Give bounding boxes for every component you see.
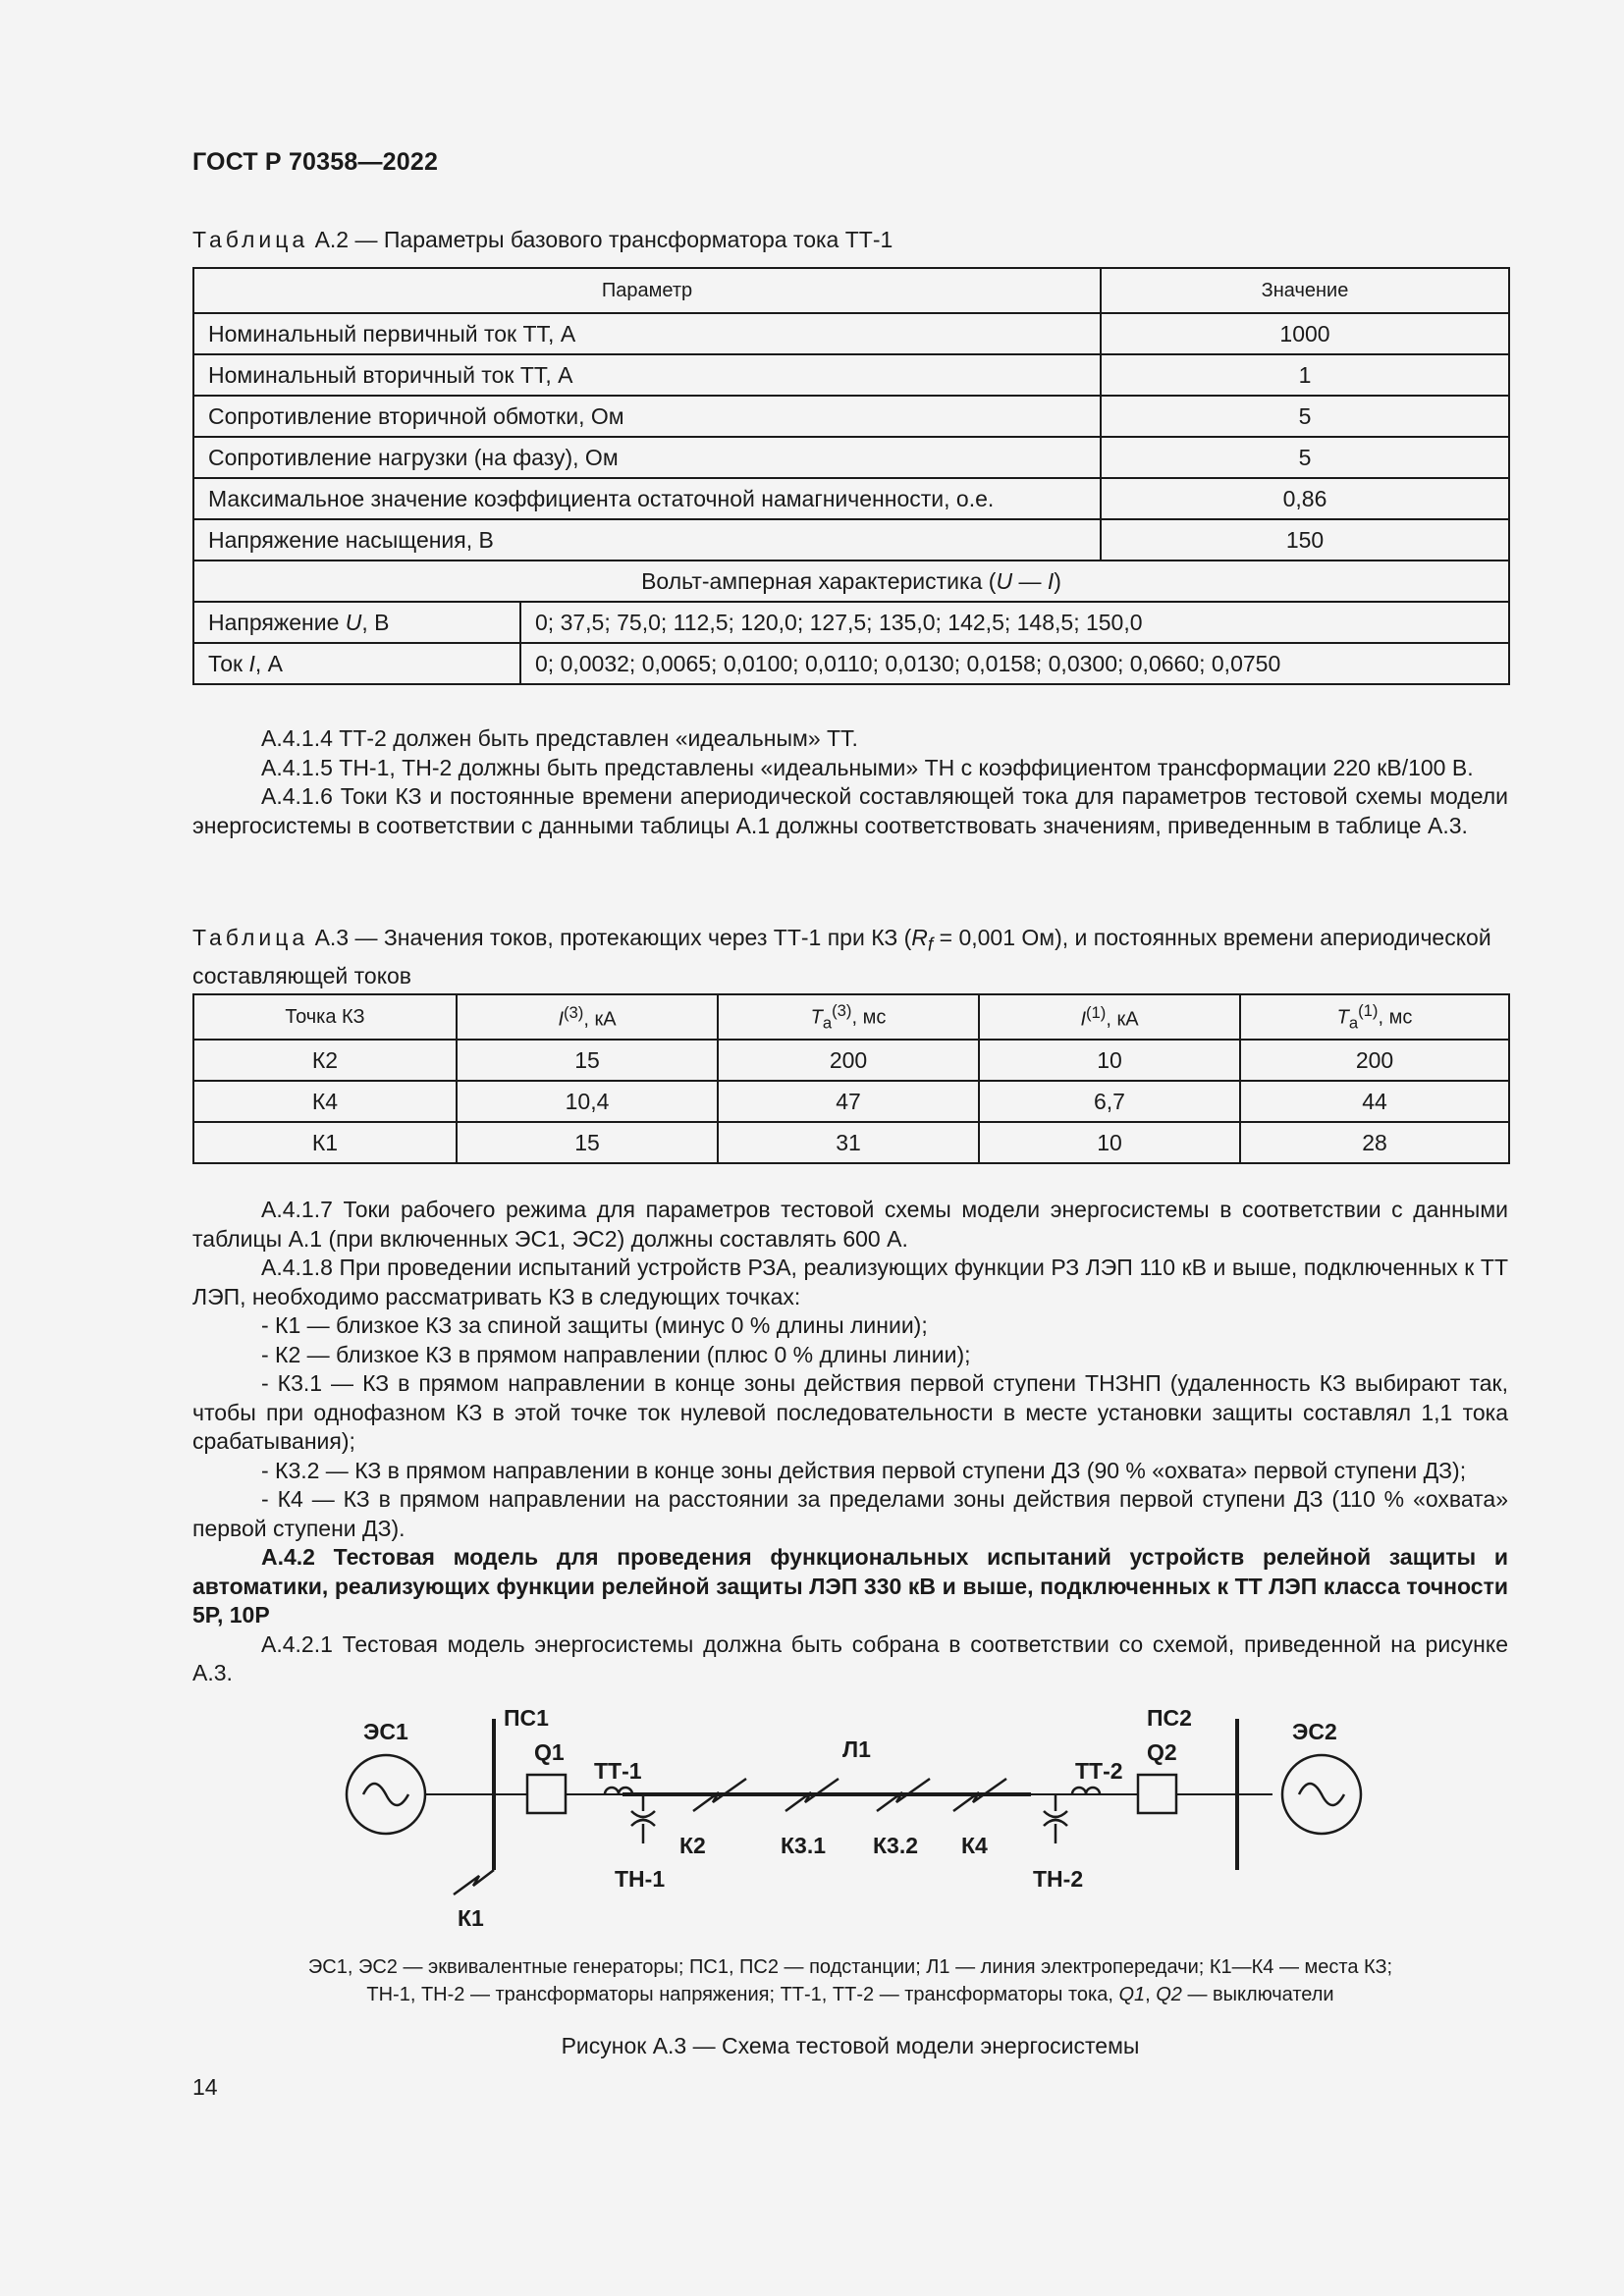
list-item: - К2 — близкое КЗ в прямом направлении (плюс 0 % длины линии);: [261, 1341, 971, 1367]
list-item: - К3.2 — КЗ в прямом направлении в конце зоны действия первой ступени ДЗ (90 % «охвата» первой ступени ДЗ);: [261, 1457, 1467, 1483]
label-k32: К3.2: [873, 1833, 919, 1858]
caption-r-sub: f: [927, 934, 934, 956]
label-k4: К4: [961, 1833, 988, 1858]
t3-sub: a: [822, 1013, 833, 1033]
fault-marker-k1: [454, 1870, 494, 1895]
caption-r: R: [911, 925, 928, 950]
table-a2-caption-text: А.2 — Параметры базового трансформатора тока ТТ-1: [308, 227, 893, 252]
document-header: ГОСТ Р 70358—2022: [192, 148, 439, 176]
i1-var: I: [1080, 1008, 1086, 1031]
t1-sub: a: [1348, 1013, 1359, 1033]
label-es2: ЭС2: [1292, 1719, 1337, 1744]
param-cell: Номинальный первичный ток ТТ, А: [193, 313, 1101, 354]
vac-dash: —: [1012, 567, 1048, 594]
current-transformer-tt2: [1072, 1788, 1100, 1794]
section-heading: А.4.2 Тестовая модель для проведения функциональных испытаний устройств релейной защиты и автоматики, реализующих функции релейной защиты ЛЭП 330 кВ и выше, подключенных к ТТ ЛЭП класса точности 5Р, 10Р: [192, 1544, 1508, 1628]
param-cell: Сопротивление нагрузки (на фазу), Ом: [193, 437, 1101, 478]
value-cell: 1: [1101, 354, 1509, 396]
list-item: - К4 — КЗ в прямом направлении на расстоянии за пределами зоны действия первой ступени ДЗ (110 % «охвата» первой ступени ДЗ).: [192, 1486, 1508, 1541]
caption-text-end: = 0,001 Ом), и постоянных времени апериодической составляющей токов: [192, 925, 1491, 988]
value-cell: 5: [1101, 437, 1509, 478]
value-cell: 150: [1101, 519, 1509, 561]
cell-i3: 15: [457, 1040, 718, 1081]
breaker-q2: [1138, 1775, 1176, 1813]
param-cell: Сопротивление вторичной обмотки, Ом: [193, 396, 1101, 437]
legend-text-end: — выключатели: [1181, 1984, 1334, 2005]
label-tn1: ТН-1: [615, 1866, 666, 1892]
cell-t1: 44: [1240, 1081, 1509, 1122]
legend-line: [192, 1981, 1508, 2008]
i-var: I: [248, 650, 255, 676]
vac-u: U: [996, 567, 1013, 594]
sine-icon: [363, 1784, 408, 1805]
label-q1: Q1: [534, 1739, 565, 1765]
sine-icon: [1299, 1784, 1344, 1805]
label-k2: К2: [679, 1833, 706, 1858]
legend-q2: Q2: [1156, 1984, 1182, 2005]
vac-i: I: [1047, 567, 1055, 594]
cell-t3: 31: [718, 1122, 979, 1163]
table-a2-caption-prefix: Таблица: [192, 227, 309, 252]
cell-t3: 200: [718, 1040, 979, 1081]
u-label: Напряжение: [208, 609, 346, 635]
value-cell: 1000: [1101, 313, 1509, 354]
label-tt1: ТТ-1: [594, 1758, 642, 1784]
cell-i1: 10: [979, 1122, 1240, 1163]
cell-t1: 200: [1240, 1040, 1509, 1081]
vac-text: Вольт-амперная характеристика (: [641, 567, 997, 594]
i1-unit: , кА: [1106, 1008, 1139, 1031]
legend-text: ТН-1, ТН-2 — трансформаторы напряжения; ТТ-1, ТТ-2 — трансформаторы тока,: [366, 1984, 1119, 2005]
i1-sup: (1): [1086, 1002, 1107, 1022]
cell-i1: 6,7: [979, 1081, 1240, 1122]
label-tn2: ТН-2: [1033, 1866, 1084, 1892]
header-cell-point: Точка КЗ: [193, 994, 457, 1040]
label-k31: К3.1: [781, 1833, 827, 1858]
param-cell: Максимальное значение коэффициента остаточной намагниченности, о.е.: [193, 478, 1101, 519]
i-unit: , А: [254, 650, 284, 676]
cell-i3: 10,4: [457, 1081, 718, 1122]
i3-sup: (3): [564, 1002, 584, 1022]
label-ps1: ПС1: [504, 1705, 549, 1731]
vac-close: ): [1054, 567, 1061, 594]
header-cell-value: Значение: [1101, 268, 1509, 313]
paragraph: А.4.1.4 ТТ-2 должен быть представлен «идеальным» ТТ.: [261, 725, 858, 751]
t3-sup: (3): [832, 1000, 852, 1020]
cell-t1: 28: [1240, 1122, 1509, 1163]
i3-var: I: [558, 1008, 564, 1031]
param-cell: Напряжение насыщения, В: [193, 519, 1101, 561]
paragraph: А.4.1.6 Токи КЗ и постоянные времени апериодической составляющей тока для параметров тестовой схемы модели энергосистемы в соответствии с данными таблицы А.1 должны соответствовать значениям, приведенным в таблице А.3.: [192, 783, 1508, 838]
voltage-values-cell: 0; 37,5; 75,0; 112,5; 120,0; 127,5; 135,0; 142,5; 148,5; 150,0: [520, 602, 1509, 643]
t1-unit: , мс: [1378, 1006, 1413, 1029]
t1-var: T: [1336, 1006, 1349, 1029]
t1-sup: (1): [1358, 1000, 1379, 1020]
label-tt2: ТТ-2: [1075, 1758, 1123, 1784]
paragraph: А.4.1.5 ТН-1, ТН-2 должны быть представлены «идеальными» ТН с коэффициентом трансформации 220 кВ/100 В.: [261, 754, 1474, 780]
header-cell-parameter: Параметр: [193, 268, 1101, 313]
cell-i3: 15: [457, 1122, 718, 1163]
cell-point: К2: [193, 1040, 457, 1081]
label-k1: К1: [458, 1905, 484, 1931]
cell-point: К1: [193, 1122, 457, 1163]
param-cell: Номинальный вторичный ток ТТ, А: [193, 354, 1101, 396]
figure-legend: [192, 1953, 1508, 2008]
table-a3-caption-prefix: Таблица: [192, 925, 309, 950]
figure-caption: Рисунок А.3 — Схема тестовой модели энергосистемы: [561, 2033, 1140, 2058]
paragraph: А.4.2.1 Тестовая модель энергосистемы должна быть собрана в соответствии со схемой, приведенной на рисунке А.3.: [192, 1630, 1508, 1685]
legend-q1: Q1: [1118, 1984, 1146, 2005]
label-es1: ЭС1: [363, 1719, 408, 1744]
label-l1: Л1: [842, 1736, 871, 1762]
page-number: 14: [192, 2074, 218, 2100]
voltage-transformer-tn1: [631, 1794, 655, 1843]
breaker-q1: [527, 1775, 566, 1813]
paragraph: А.4.1.7 Токи рабочего режима для параметров тестовой схемы модели энергосистемы в соответствии с данными таблицы А.1 (при включенных ЭС1, ЭС2) должны составлять 600 А.: [192, 1197, 1508, 1252]
diagram-labels: [363, 1705, 1337, 1931]
list-item: - К1 — близкое КЗ за спиной защиты (минус 0 % длины линии);: [261, 1312, 928, 1338]
u-unit: , В: [361, 609, 390, 635]
t3-unit: , мс: [851, 1006, 887, 1029]
paragraph: А.4.1.8 При проведении испытаний устройств РЗА, реализующих функции РЗ ЛЭП 110 кВ и выше, подключенных к ТТ ЛЭП, необходимо рассматривать КЗ в следующих точках:: [192, 1255, 1508, 1309]
i-label: Ток: [208, 650, 249, 676]
legend-line: ЭС1, ЭС2 — эквивалентные генераторы; ПС1, ПС2 — подстанции; Л1 — линия электропередачи; К1—К4 — места КЗ;: [307, 1956, 1393, 1978]
t3-var: T: [810, 1006, 823, 1029]
cell-t3: 47: [718, 1081, 979, 1122]
current-values-cell: 0; 0,0032; 0,0065; 0,0100; 0,0110; 0,0130; 0,0158; 0,0300; 0,0660; 0,0750: [520, 643, 1509, 684]
value-cell: 5: [1101, 396, 1509, 437]
i3-unit: , кА: [583, 1008, 617, 1031]
list-item: - К3.1 — КЗ в прямом направлении в конце зоны действия первой ступени ТНЗНП (удаленность КЗ выбирают так, чтобы при однофазном КЗ в этой точке ток нулевой последовательности в месте установки защиты составлял 1,1 тока срабатывания);: [192, 1370, 1508, 1454]
label-q2: Q2: [1147, 1739, 1177, 1765]
u-var: U: [345, 609, 362, 635]
legend-sep: ,: [1145, 1984, 1157, 2005]
cell-i1: 10: [979, 1040, 1240, 1081]
caption-text: А.3 — Значения токов, протекающих через ТТ-1 при КЗ (: [308, 925, 912, 950]
value-cell: 0,86: [1101, 478, 1509, 519]
voltage-transformer-tn2: [1044, 1794, 1067, 1843]
cell-point: К4: [193, 1081, 457, 1122]
label-ps2: ПС2: [1147, 1705, 1192, 1731]
